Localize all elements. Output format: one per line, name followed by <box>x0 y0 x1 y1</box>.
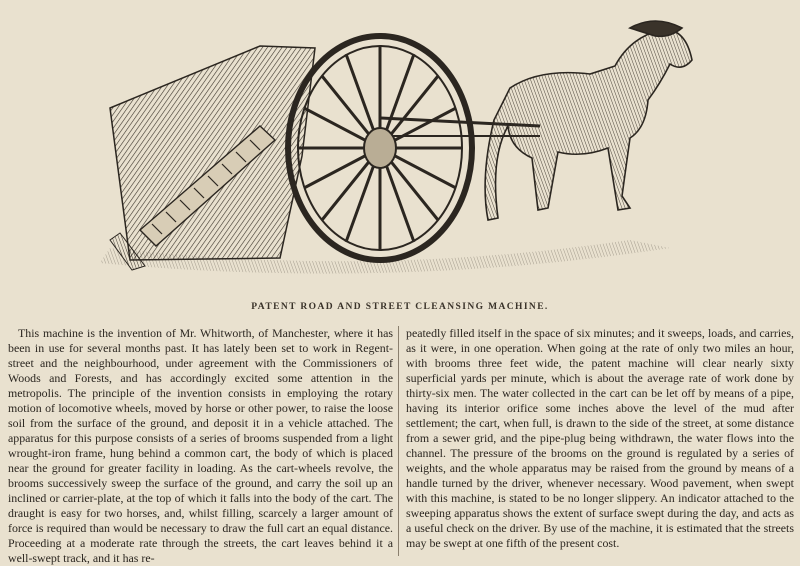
column-divider <box>398 326 399 556</box>
article-text-left: This machine is the invention of Mr. Whitworth, of Manchester, where it has been in use for several months past. It has lately been set to work in Regent-street and the neighbourhood, under agreement with the Commissioners of Woods and Forests, and has accordingly excited some attention in the metropolis. The principle of the invention consists in employing the rotary motion of locomotive wheels, moved by horse or other power, to raise the loose soil from the surface of the ground, and deposit it in a vehicle attached. The apparatus for this purpose consists of a series of brooms suspended from a light wrought-iron frame, hung behind a common cart, the body of which is placed near the ground for greater facility in loading. As the cart-wheels revolve, the brooms successively sweep the surface of the ground, and carry the soil up an inclined or carrier-plate, at the top of which it falls into the body of the cart. The draught is easy for two horses, and, whilst filling, scarcely a larger amount of force is required than would be necessary to draw the full cart an equal distance. Proceeding at a moderate rate through the streets, the cart leaves behind it a well-swept track, and it has re- <box>8 326 393 565</box>
illustration-caption: PATENT ROAD AND STREET CLEANSING MACHINE. <box>251 302 549 312</box>
cart-body <box>110 46 315 260</box>
horse <box>485 21 692 220</box>
cart-wheel <box>288 36 472 260</box>
street-cleansing-machine-engraving <box>70 8 720 286</box>
article-text-right: peatedly filled itself in the space of six minutes; and it sweeps, loads, and carries, as it were, in one operation. When going at the rate of only two miles an hour, with brooms three feet wide, the patent machine will clear nearly sixty superficial yards per minute, which is about the average rate of work done by thirty-six men. The water collected in the cart can be let off by means of a pipe, having its interior orifice some inches above the level of the mud after settlement; the cart, when full, is drawn to the side of the street, at some distance from a sewer grid, and the pipe-plug being withdrawn, the water flows into the channel. The pressure of the brooms on the ground is regulated by a series of weights, and the whole apparatus may be raised from the ground by means of a handle turned by the driver, whenever necessary. Wood pavement, when swept with this machine, is stated to be no longer slippery. An indicator attached to the sweeping apparatus shows the extent of surface swept during the day, and acts as a useful check on the driver. By use of the machine, it is estimated that the streets may be swept at one fifth of the present cost. <box>406 326 794 550</box>
article-column-right <box>406 326 794 551</box>
article-column-left <box>8 326 393 566</box>
